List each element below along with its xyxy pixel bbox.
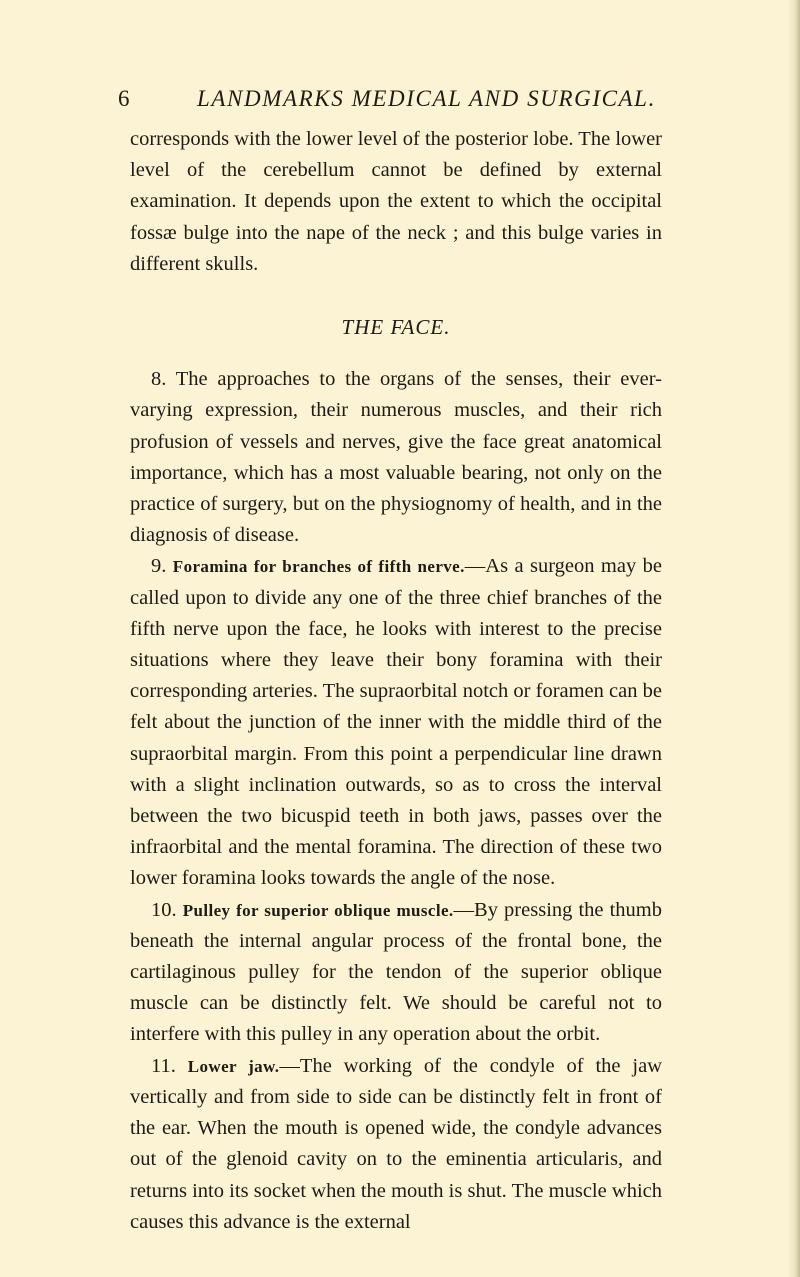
paragraph-10-number: 10. <box>151 898 177 921</box>
paragraph-9-number: 9. <box>151 555 167 578</box>
paragraph-11-heading: Lower jaw. <box>187 1056 280 1076</box>
paragraph-11 <box>130 1051 662 1238</box>
paragraph-continued: corresponds with the lower level of the posterior lobe. The lower level of the cerebellum cannot be defined by external examination. It depends upon the extent to which the occipital fossæ bulge into the nape of the neck ; and this bulge varies in different skulls. <box>130 128 662 275</box>
section-title: THE FACE. <box>341 315 451 340</box>
paragraph-11-number: 11. <box>151 1054 176 1077</box>
running-head: LANDMARKS MEDICAL AND SURGICAL. <box>197 86 656 111</box>
paragraph-8: 8. The approaches to the organs of the senses, their ever-varying expression, their numerous muscles, and their rich profusion of vessels and nerves, give the face great anatomical importance, which has a most valuable bearing, not only on the practice of surgery, but on the physiognomy of health, and in the diagnosis of disease. <box>130 368 662 547</box>
paragraph-9-heading: Foramina for branches of fifth nerve. <box>172 557 465 577</box>
page-number: 6 <box>118 86 131 111</box>
paragraph-11-text: —The working of the condyle of the jaw vertically and from side to side can be distinctly felt in front of the ear. When the mouth is opened wide, the condyle advances out of the glenoid cavity on to the eminentia articularis, and returns into its socket when the mouth is shut. The muscle which causes this advance is the external <box>130 1054 663 1233</box>
paragraph-10-heading: Pulley for superior oblique muscle. <box>182 900 454 920</box>
paragraph-9 <box>130 551 662 894</box>
page-edge-shadow <box>788 0 800 1277</box>
body-text <box>130 124 662 1238</box>
paragraph-10-text: —By pressing the thumb beneath the internal angular process of the frontal bone, the cartilaginous pulley for the tendon of the superior oblique muscle can be distinctly felt. We should be careful not to interfere with this pulley in any operation about the orbit. <box>130 898 663 1046</box>
paragraph-10 <box>130 895 662 1051</box>
paragraph-9-text: —As a surgeon may be called upon to divide any one of the three chief branches of the fifth nerve upon the face, he looks with interest to the precise situations where they leave their bony foramina with their corresponding arteries. The supraorbital notch or foramen can be felt about the junction of the inner with the middle third of the supraorbital margin. From this point a perpendicular line drawn with a slight inclination outwards, so as to cross the interval between the two bicuspid teeth in both jaws, passes over the infraorbital and the mental foramina. The direction of these two lower foramina looks towards the angle of the nose. <box>130 555 662 890</box>
page-header <box>0 86 800 116</box>
